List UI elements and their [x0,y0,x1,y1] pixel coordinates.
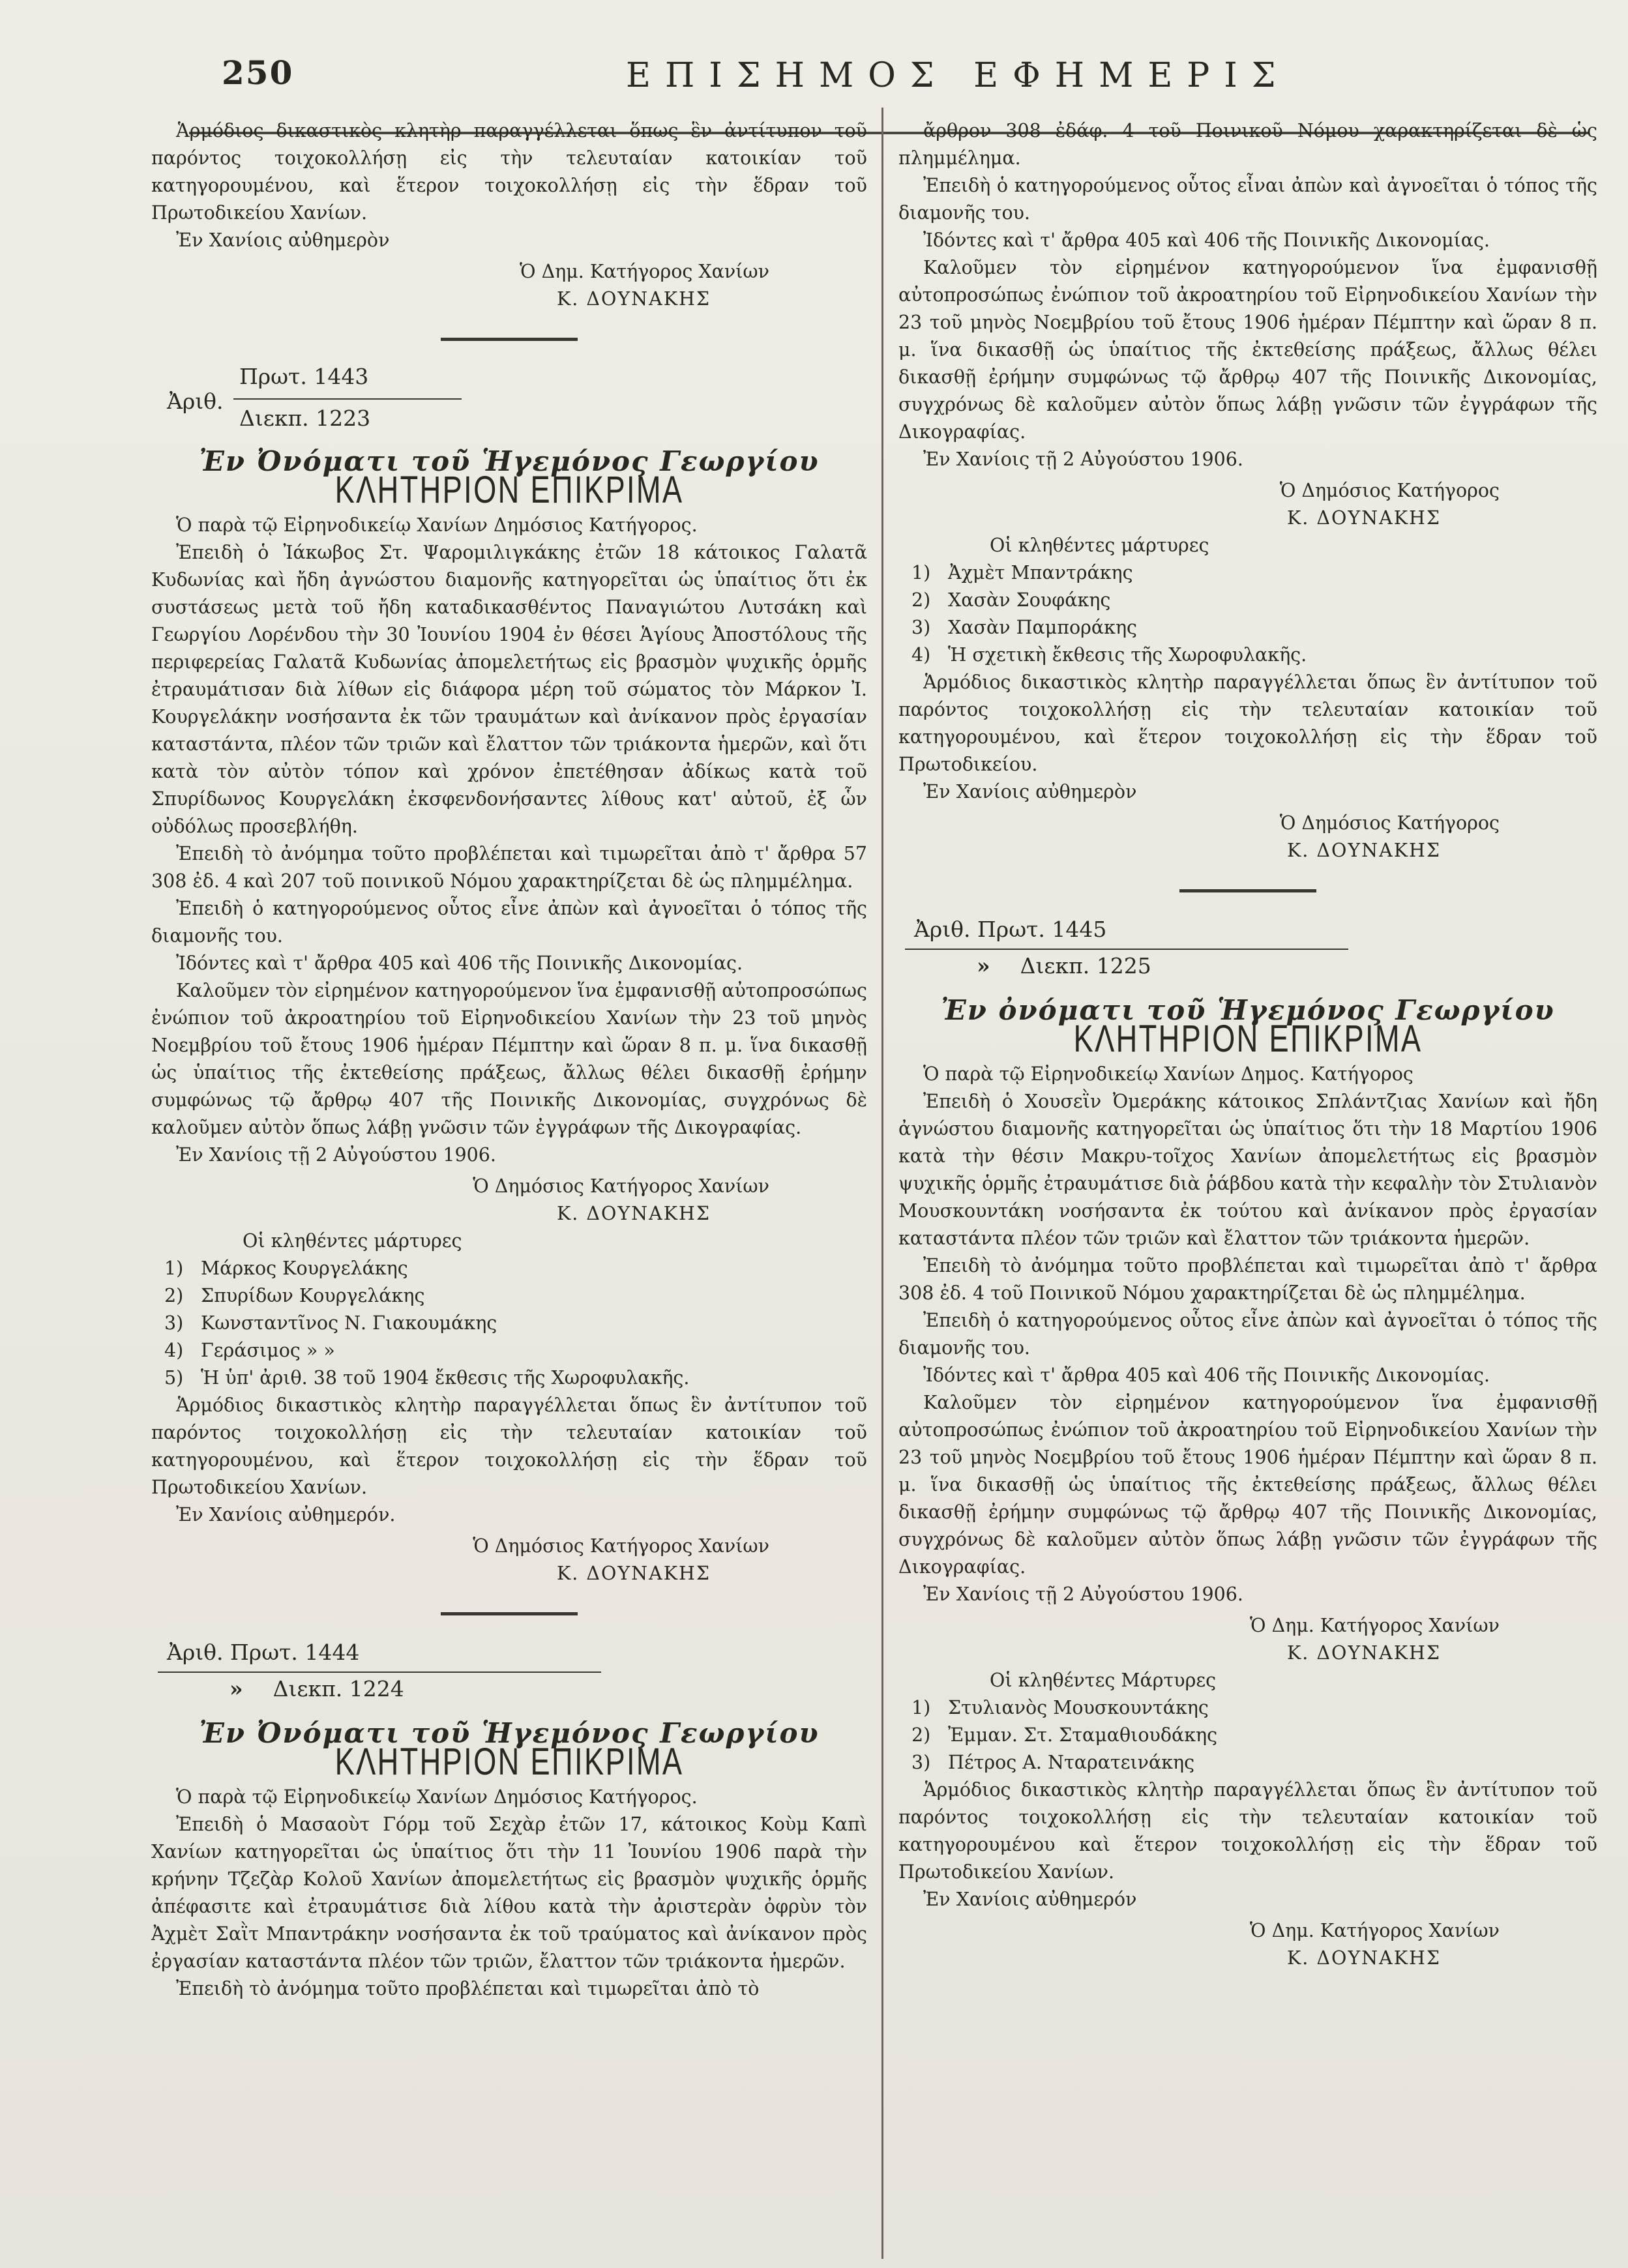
doc3-ref-line2: » Διεκπ. 1225 [977,953,1151,979]
doc1-title-name: Ἐν Ὀνόματι τοῦ Ἡγεμόνος Γεωργίου [199,445,820,477]
doc1-signature-name: Κ. ΔΟΥΝΑΚΗΣ [557,1203,711,1224]
cont-para-1: Ἐπειδὴ ὁ κατηγορούμενος οὗτος εἶναι ἀπὼν καὶ ἀγνοεῖται ὁ τόπος τῆς διαμονῆς του. [898,175,1597,224]
witness-item: 3) Πέτρος Α. Νταρατεινάκης [911,1752,1195,1773]
masthead-title: ΕΠΙΣΗΜΟΣ ΕΦΗΜΕΡΙΣ [626,56,1290,95]
doc1-para-2: Ἐπειδὴ τὸ ἀνόμημα τοῦτο προβλέπεται καὶ τιμωρεῖται ἀπὸ τ' ἄρθρα 57 308 ἐδ. 4 καὶ 207 τοῦ ποινικοῦ Νόμου χαρακτηρίζεται δὲ ὡς πλημμέλημα. [151,843,867,892]
doc1-para-1: Ἐπειδὴ ὁ Ἰάκωβος Στ. Ψαρομιλιγκάκης ἐτῶν 18 κάτοικος Γαλατᾶ Κυδωνίας καὶ ἤδη ἀγνώστου διαμονῆς κατηγορεῖται ὡς ὑπαίτιος ὅτι ἐκ συστάσεως μετὰ τοῦ ἤδη καταδικασθέντος Παναγιώτου Λυτσάκη καὶ Γεωργίου Λορένδου τὴν 30 Ἰουνίου 1904 ἐν θέσει Ἁγίους Ἀποστόλους τῆς περιφερείας Γαλατᾶ Κυδωνίας ἀπομελετήτως εἰς βρασμὸν ψυχικῆς ὁρμῆς ἐτραυμάτισαν διὰ λίθων εἰς διάφορα μέρη τοῦ σώματος τὸν Μάρκον Ἰ. Κουργελάκην νοσήσαντα ἐκ τῶν τραυμάτων καὶ ἀνίκανον πρὸς ἐργασίαν καταστάντα, πλέον τῶν τριῶν καὶ ἔλαττον τῶν τριάκοντα ἡμερῶν, καὶ ὅτι κατὰ τὸν αὐτὸν τόπον καὶ χρόνον ἐπετέθησαν ἀδίκως κατὰ τοῦ Σπυρίδωνος Κουργελάκη ἐκσφενδονήσαντες λίθους κατ' αὐτοῦ, ἐξ ὧν οὐδόλως προσεβλήθη. [151,542,867,837]
cont-place: Ἐν Χανίοις αὐθημερὸν [923,781,1137,803]
doc3-para-3: Ἐπειδὴ ὁ κατηγορούμενος οὗτος εἶνε ἀπὼν καὶ ἀγνοεῖται ὁ τόπος τῆς διαμονῆς του. [898,1310,1597,1359]
doc1-signature-office-2: Ὁ Δημόσιος Κατήγορος Χανίων [473,1535,769,1557]
doc3-ref-line1: Ἀριθ. Πρωτ. 1445 [914,917,1107,942]
witness-item: 5) Ἡ ὑπ' ἀριθ. 38 τοῦ 1904 ἔκθεσις τῆς Χωροφυλακῆς. [164,1367,690,1389]
doc1-diekp: Διεκπ. 1223 [239,405,371,431]
doc3-para-4: Ἰδόντες καὶ τ' ἄρθρα 405 καὶ 406 τῆς Ποινικῆς Δικονομίας. [923,1364,1490,1386]
doc2-para-1: Ἐπειδὴ ὁ Μασαοὺτ Γόρμ τοῦ Σεχὰρ ἐτῶν 17, κάτοικος Κοὺμ Καπὶ Χανίων κατηγορεῖται ὡς ὑπαίτιος ὅτι τὴν 11 Ἰουνίου 1906 παρὰ τὴν κρήνην Τζεζὰρ Κολοῦ Χανίων ἀπομελετήτως εἰς βρασμὸν ψυχικῆς ὁρμῆς ἀπέφασιτε καὶ ἐτραυμάτισε διὰ λίθου κατὰ τὴν ἀριστερὰν ὀφρὺν τὸν Ἀχμὲτ Σαῒτ Μπαντράκην νοσήσαντα ἐκ τοῦ τραύματος καὶ ἀνίκανον πρὸς ἐργασίαν καταστάντα πλέον τῶν τριῶν, ἔλαττον τῶν τριάκοντα ἡμερῶν. [151,1814,867,1972]
doc3-witness-list [898,1694,1597,1776]
witness-item: 2) Χασὰν Σουφάκης [911,589,1111,611]
doc3-title-name: Ἐν ὀνόματι τοῦ Ἡγεμόνος Γεωργίου [941,994,1555,1026]
doc1-witness-list [151,1255,867,1392]
doc1-para-6: Ἐν Χανίοις τῇ 2 Αὐγούστου 1906. [176,1144,496,1166]
cont-signature-office-2: Ὁ Δημόσιος Κατήγορος [1279,812,1500,834]
cont-signature-name: Κ. ΔΟΥΝΑΚΗΣ [1287,507,1441,529]
intro-paragraph: Ἁρμόδιος δικαστικὸς κλητὴρ παραγγέλλεται ὅπως ἓν ἀντίτυπον τοῦ παρόντος τοιχοκολλήσῃ εἰς τὴν τελευταίαν κατοικίαν τοῦ κατηγορουμένου, καὶ ἕτερον τοιχοκολλήσῃ εἰς τὴν ἕδραν τοῦ Πρωτοδικείου Χανίων. [151,120,867,224]
doc3-para-0: Ὁ παρὰ τῷ Εἰρηνοδικείῳ Χανίων Δημος. Κατήγορος [923,1063,1413,1085]
doc3-para-1: Ἐπειδὴ ὁ Χουσεῒν Ὀμεράκης κάτοικος Σπλάντζιας Χανίων καὶ ἤδη ἀγνώστου διαμονῆς κατηγορεῖται ὡς ὑπαίτιος ὅτι τὴν 18 Μαρτίου 1906 κατὰ τὴν θέσιν Μακρυ-τοῖχος Χανίων ἀπομελετήτως εἰς βρασμὸν ψυχικῆς ὁρμῆς ἐτραυμάτισε διὰ ῥάβδου κατὰ τὴν κεφαλὴν τὸν Στυλιανὸν Μουσκουντάκη νοσήσαντα ἐκ τούτου καὶ ἀνίκανον πρὸς ἐργασίαν καταστάντα πλέον τῶν τριῶν καὶ ἔλαττον τῶν τριάκοντα ἡμερῶν. [898,1091,1597,1249]
doc3-para-5: Καλοῦμεν τὸν εἰρημένον κατηγορούμενον ἵνα ἐμφανισθῇ αὐτοπροσώπως ἐνώπιον τοῦ ἀκροατηρίου τοῦ Εἰρηνοδικείου Χανίων τὴν 23 τοῦ μηνὸς Νοεμβρίου τοῦ ἔτους 1906 ἡμέραν Πέμπτην καὶ ὥραν 8 π. μ. ἵνα δικασθῇ ὡς ὑπαίτιος τῆς ἐκτεθείσης πράξεως, ἄλλως θέλει δικασθῇ ἐρήμην συμφώνως τῷ ἄρθρῳ 407 τῆς Ποινικῆς Δικονομίας, συγχρόνως δὲ καλοῦμεν αὐτὸν ὅπως λάβῃ γνῶσιν τῶν ἐγγράφων τῆς Δικογραφίας. [898,1392,1597,1578]
cont-para-3: Καλοῦμεν τὸν εἰρημένον κατηγορούμενον ἵνα ἐμφανισθῇ αὐτοπροσώπως ἐνώπιον τοῦ ἀκροατηρίου τοῦ Εἰρηνοδικείου Χανίων τὴν 23 τοῦ μηνὸς Νοεμβρίου τοῦ ἔτους 1906 ἡμέραν Πέμπτην καὶ ὥραν 8 π. μ. ἵνα δικασθῇ ὡς ὑπαίτιος τῆς ἐκτεθείσης πράξεως, ἄλλως θέλει δικασθῇ ἐρήμην συμφώνως τῷ ἄρθρῳ 407 τῆς Ποινικῆς Δικονομίας, συγχρόνως δὲ καλοῦμεν αὐτὸν ὅπως λάβῃ γνῶσιν τῶν ἐγγράφων τῆς Δικογραφίας. [898,257,1597,443]
doc1-para-0: Ὁ παρὰ τῷ Εἰρηνοδικείῳ Χανίων Δημόσιος Κατήγορος. [176,514,698,536]
intro-signature-name: Κ. ΔΟΥΝΑΚΗΣ [557,288,711,310]
doc3-closing: Ἁρμόδιος δικαστικὸς κλητὴρ παραγγέλλεται ὅπως ἓν ἀντίτυπον τοῦ παρόντος τοιχοκολλήσῃ εἰς τὴν τελευταίαν κατοικίαν τοῦ κατηγορουμένου καὶ ἕτερον τοιχοκολλήσῃ εἰς τὴν ἕδραν τοῦ Πρωτοδικείου Χανίων. [898,1779,1597,1883]
doc2-title-main: ΚΛΗΤΗΡΙΟΝ ΕΠΙΚΡΙΜΑ [334,1741,684,1783]
cont-witness-list [898,559,1597,669]
doc1-closing: Ἁρμόδιος δικαστικὸς κλητὴρ παραγγέλλεται ὅπως ἓν ἀντίτυπον τοῦ παρόντος τοιχοκολλήσῃ εἰς τὴν τελευταίαν κατοικίαν τοῦ κατηγορουμένου, καὶ ἕτερον τοιχοκολλήσῃ εἰς τὴν ἕδραν τοῦ Πρωτοδικείου Χανίων. [151,1394,867,1498]
witness-item: 4) Γεράσιμος » » [164,1340,335,1361]
doc1-para-4: Ἰδόντες καὶ τ' ἄρθρα 405 καὶ 406 τῆς Ποινικῆς Δικονομίας. [176,952,743,974]
cont-closing: Ἁρμόδιος δικαστικὸς κλητὴρ παραγγέλλεται ὅπως ἓν ἀντίτυπον τοῦ παρόντος τοιχοκολλήσῃ εἰς τὴν τελευταίαν κατοικίαν τοῦ κατηγορουμένου, καὶ ἕτερον τοιχοκολλήσῃ εἰς τὴν ἕδραν τοῦ Πρωτοδικείου. [898,671,1597,775]
doc3-para-2: Ἐπειδὴ τὸ ἀνόμημα τοῦτο προβλέπεται καὶ τιμωρεῖται ἀπὸ τ' ἄρθρα 308 ἐδ. 4 τοῦ Ποινικοῦ Νόμου χαρακτηρίζεται δὲ ὡς πλημμέλημα. [898,1255,1597,1304]
doc1-fraction-line [233,398,462,400]
doc2-para-0: Ὁ παρὰ τῷ Εἰρηνοδικείῳ Χανίων Δημόσιος Κατήγορος. [176,1786,698,1808]
doc1-para-3: Ἐπειδὴ ὁ κατηγορούμενος οὗτος εἶνε ἀπὼν καὶ ἀγνοεῖται ὁ τόπος τῆς διαμονῆς του. [151,898,867,947]
right-column [898,117,1597,1972]
witness-item: 1) Μάρκος Κουργελάκης [164,1258,408,1279]
doc3-ref-underline [905,949,1348,950]
doc2-reference [151,1635,867,1711]
witness-item: 2) Σπυρίδων Κουργελάκης [164,1285,425,1306]
witness-item: 1) Στυλιανὸς Μουσκουντάκης [911,1697,1209,1718]
doc3-signature-office: Ὁ Δημ. Κατήγορος Χανίων [1250,1615,1500,1636]
doc3-reference [898,912,1597,988]
witness-item: 4) Ἡ σχετικὴ ἔκθεσις τῆς Χωροφυλακῆς. [911,644,1307,666]
witness-item: 2) Ἐμμαν. Στ. Σταμαθιουδάκης [911,1724,1218,1746]
doc3-witness-heading: Οἱ κληθέντες Μάρτυρες [990,1670,1217,1691]
doc2-ref-underline [158,1672,601,1673]
doc1-signature-office: Ὁ Δημόσιος Κατήγορος Χανίων [473,1175,769,1197]
doc3-signature-name: Κ. ΔΟΥΝΑΚΗΣ [1287,1642,1441,1664]
doc2-title-name: Ἐν Ὀνόματι τοῦ Ἡγεμόνος Γεωργίου [199,1717,820,1749]
doc2-ref-line1: Ἀριθ. Πρωτ. 1444 [167,1640,360,1665]
cont-signature-name-2: Κ. ΔΟΥΝΑΚΗΣ [1287,840,1441,861]
doc3-signature-name-2: Κ. ΔΟΥΝΑΚΗΣ [1287,1947,1441,1969]
cont-witness-heading: Οἱ κληθέντες μάρτυρες [990,535,1209,556]
page-number: 250 [222,53,294,92]
page-header [0,40,1628,99]
doc3-place: Ἐν Χανίοις αὐθημερόν [923,1889,1137,1910]
left-column [151,117,867,2003]
cont-para-4: Ἐν Χανίοις τῇ 2 Αὐγούστου 1906. [923,449,1243,470]
doc3-signature-office-2: Ὁ Δημ. Κατήγορος Χανίων [1250,1920,1500,1941]
doc3-para-6: Ἐν Χανίοις τῇ 2 Αὐγούστου 1906. [923,1583,1243,1605]
doc1-signature-name-2: Κ. ΔΟΥΝΑΚΗΣ [557,1563,711,1584]
witness-item: 3) Κωνσταντῖνος Ν. Γιακουμάκης [164,1312,497,1334]
doc1-place: Ἐν Χανίοις αὐθημερόν. [176,1504,396,1525]
column-divider [881,108,883,2259]
doc1-reference [151,361,867,439]
witness-item: 3) Χασὰν Παμπoράκης [911,617,1137,638]
intro-place: Ἐν Χανίοις αὐθημερὸν [176,229,390,251]
section-divider [441,1612,578,1615]
witness-item: 1) Ἀχμὲτ Μπαντράκης [911,562,1133,583]
cont-para-0: ἄρθρον 308 ἐδάφ. 4 τοῦ Ποινικοῦ Νόμου χαρακτηρίζεται δὲ ὡς πλημμέλημα. [898,120,1597,169]
section-divider [441,338,578,341]
intro-signature-office: Ὁ Δημ. Κατήγορος Χανίων [520,261,769,282]
cont-signature-office: Ὁ Δημόσιος Κατήγορος [1279,480,1500,501]
doc2-para-2: Ἐπειδὴ τὸ ἀνόμημα τοῦτο προβλέπεται καὶ τιμωρεῖται ἀπὸ τὸ [176,1978,760,1999]
section-divider [1179,889,1316,892]
doc1-title-main: ΚΛΗΤΗΡΙΟΝ ΕΠΙΚΡΙΜΑ [334,469,684,511]
cont-para-2: Ἰδόντες καὶ τ' ἄρθρα 405 καὶ 406 τῆς Ποινικῆς Δικονομίας. [923,229,1490,251]
doc1-witness-heading: Οἱ κληθέντες μάρτυρες [243,1230,462,1252]
doc1-arith: Ἀριθ. [167,389,224,414]
doc2-ref-line2: » Διεκπ. 1224 [229,1676,404,1701]
doc3-title-main: ΚΛΗΤΗΡΙΟΝ ΕΠΙΚΡΙΜΑ [1073,1018,1423,1060]
doc1-para-5: Καλοῦμεν τὸν εἰρημένον κατηγορούμενον ἵνα ἐμφανισθῇ αὐτοπροσώπως ἐνώπιον τοῦ ἀκροατηρίου τοῦ Εἰρηνοδικείου Χανίων τὴν 23 τοῦ μηνὸς Νοεμβρίου τοῦ ἔτους 1906 ἡμέραν Πέμπτην καὶ ὥραν 8 π. μ. ἵνα δικασθῇ ὡς ὑπαίτιος τῆς ἐκτεθείσης πράξεως, ἄλλως θέλει δικασθῇ ἐρήμην συμφώνως τῷ ἄρθρῳ 407 τῆς Ποινικῆς Δικονομίας, συγχρόνως δὲ καλοῦμεν αὐτὸν ὅπως λάβῃ γνῶσιν τῶν ἐγγράφων τῆς Δικογραφίας. [151,980,867,1138]
doc1-prot: Πρωτ. 1443 [239,364,369,389]
